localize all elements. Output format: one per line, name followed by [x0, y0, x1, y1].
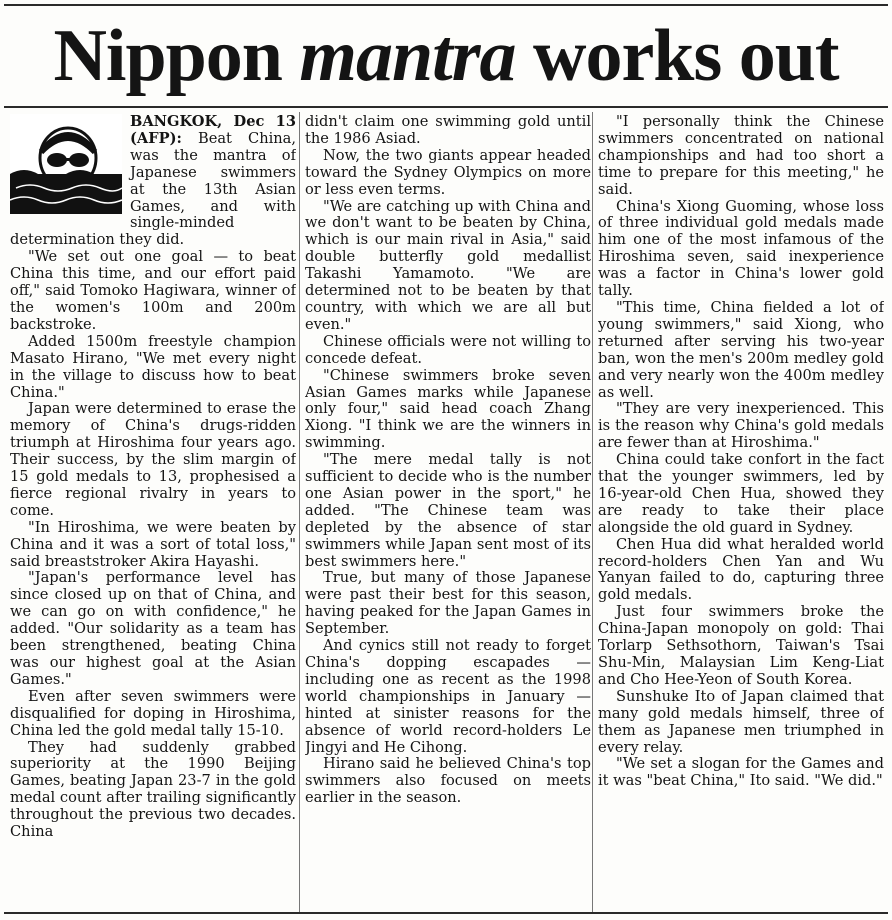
article-paragraph: "Chinese swimmers broke seven Asian Games marks while Japanese only four," said head coach Zhang Xiong. "I think we are the winners in swimming. [305, 366, 591, 452]
article-paragraph: "They are very inexperienced. This is the reason why China's gold medals are fewer than at Hiroshima." [598, 400, 884, 452]
article-paragraph: They had suddenly grabbed superiority at the 1990 Beijing Games, beating Japan 23-7 in the gold medal count after trailing significantly throughout the previous two decades. China [10, 738, 296, 841]
column-rule [299, 112, 300, 912]
article-paragraph: didn't claim one swimming gold until the 1986 Asiad. [305, 114, 591, 147]
dateline: BANGKOK, Dec 13 (AFP): [130, 114, 296, 147]
article-paragraph: Just four swimmers broke the China-Japan monopoly on gold: Thai Torlarp Sethsothorn, Taiwan's Tsai Shu-Min, Malaysian Lim Keng-Liat and Cho Hee-Yeon of South Korea. [598, 603, 884, 688]
article-paragraph: "Japan's performance level has since closed up on that of China, and we can go on with confidence," he added. "Our solidarity as a team has been strengthened, beating China was our highest goal at the Asian Games." [10, 569, 296, 688]
article-column-1 [10, 114, 296, 910]
article-paragraph: "This time, China fielded a lot of young swimmers," said Xiong, who returned after serving his two-year ban, won the men's 200m medley gold and very nearly won the 400m medley as well. [598, 298, 884, 401]
article-paragraph: "We are catching up with China and we don't want to be beaten by China, which is our main rival in Asia," said double butterfly gold medallist Takashi Yamamoto. "We are determined not to be beaten by that country, with which we are all but even." [305, 197, 591, 333]
article-column-2 [305, 114, 591, 910]
bottom-rule [4, 912, 888, 914]
article-paragraph: Chinese officials were not willing to concede defeat. [305, 332, 591, 367]
headline-part-3: works out [533, 15, 839, 97]
article-paragraph: "The mere medal tally is not sufficient to decide who is the number one Asian power in the sport," he added. "The Chinese team was depleted by the absence of star swimmers while Japan sent most of its best swimmers here." [305, 451, 591, 570]
article-paragraph: And cynics still not ready to forget China's dopping escapades — including one as recent as the 1998 world championships in January — hinted at sinister reasons for the absence of world record-holders Le Jingyi and He Cihong. [305, 637, 591, 756]
article-paragraph: Chen Hua did what heralded world record-holders Chen Yan and Wu Yanyan failed to do, capturing three gold medals. [598, 535, 884, 604]
top-rule [4, 4, 888, 6]
article-paragraph: BANGKOK, Dec 13 (AFP): Beat China, was the mantra of Japanese swimmers at the 13th Asian Games, and with single-minded determination they did. [10, 114, 296, 249]
headline-part-2: mantra [299, 15, 516, 97]
article-paragraph: "We set a slogan for the Games and it was "beat China," Ito said. "We did." [598, 755, 884, 790]
article-paragraph: Even after seven swimmers were disqualified for doping in Hiroshima, China led the gold medal tally 15-10. [10, 687, 296, 739]
article-paragraph: Japan were determined to erase the memory of China's drugs-ridden triumph at Hiroshima four years ago. Their success, by the slim margin of 15 gold medals to 13, prophesised a fierce regional rivalry in years to come. [10, 400, 296, 519]
article-paragraph: Sunshuke Ito of Japan claimed that many gold medals himself, three of them as Japanese men triumphed in every relay. [598, 687, 884, 756]
article-paragraph: "I personally think the Chinese swimmers concentrated on national championships and had too short a time to prepare for this meeting," he said. [598, 114, 884, 198]
headline-rule [4, 106, 888, 108]
article-paragraph: "In Hiroshima, we were beaten by China and it was a sort of total loss," said breaststroker Akira Hayashi. [10, 518, 296, 570]
article-paragraph: "We set out one goal — to beat China this time, and our effort paid off," said Tomoko Hagiwara, winner of the women's 100m and 200m backstroke. [10, 248, 296, 333]
article-paragraph: True, but many of those Japanese were past their best for this season, having peaked for the Japan Games in September. [305, 569, 591, 638]
headline [0, 8, 892, 104]
article-column-3 [598, 114, 884, 910]
article-paragraph: Now, the two giants appear headed toward the Sydney Olympics on more or less even terms. [305, 146, 591, 198]
article-paragraph: Added 1500m freestyle champion Masato Hirano, "We met every night in the village to discuss how to beat China." [10, 332, 296, 401]
swimmer-logo-icon [10, 114, 122, 214]
article-paragraph: China could take confort in the fact that the younger swimmers, led by 16-year-old Chen Hua, showed they are ready to take their place alongside the old guard in Sydney. [598, 451, 884, 536]
article-paragraph: China's Xiong Guoming, whose loss of three individual gold medals made him one of the most infamous of the Hiroshima seven, said inexperience was a factor in China's lower gold tally. [598, 197, 884, 300]
article-paragraph: Hirano said he believed China's top swimmers also focused on meets earlier in the season. [305, 755, 591, 807]
headline-part-1: Nippon [53, 15, 282, 97]
column-rule [592, 112, 593, 912]
